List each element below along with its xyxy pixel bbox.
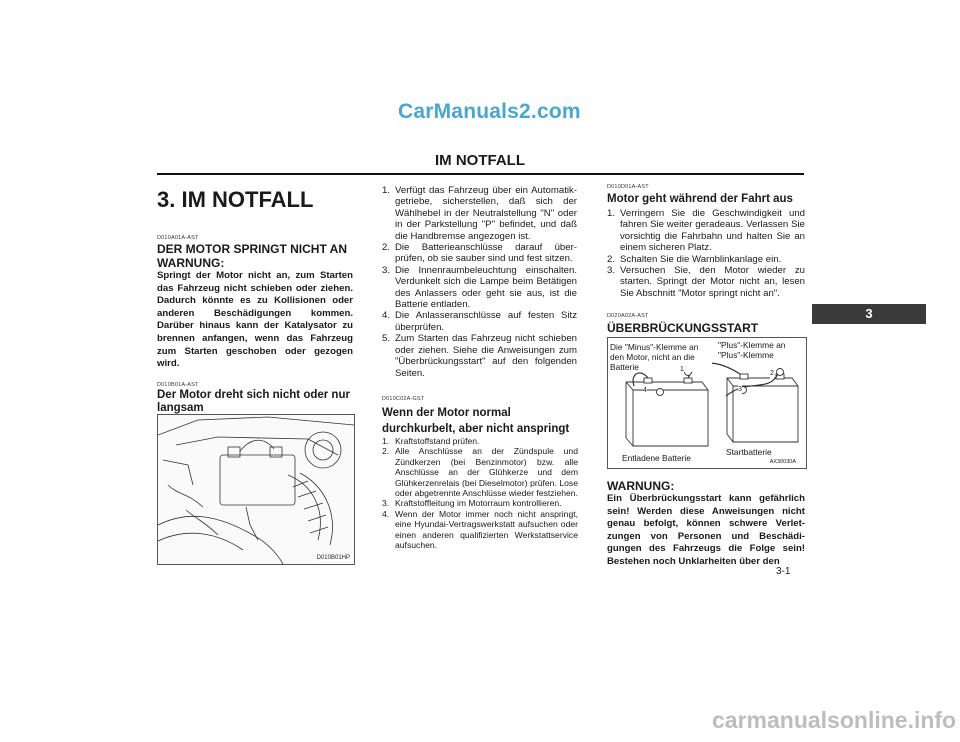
engine-bay-drawing xyxy=(158,415,354,564)
plus-terminal-label: "Plus"-Klemme an "Plus"-Klemme xyxy=(718,340,804,360)
warning-label: WARNUNG: xyxy=(157,256,225,270)
section-code: D010A01A-AST xyxy=(157,235,199,241)
list-item xyxy=(382,185,577,242)
page-header-title: IM NOTFALL xyxy=(435,152,525,169)
list-item-number: 3. xyxy=(382,264,391,276)
list-item-number: 3. xyxy=(607,265,616,277)
jump-start-diagram xyxy=(607,337,807,469)
list-item xyxy=(607,208,805,254)
list-item-text: Alle Anschlüsse an der Zündspule und Zündkerzen (bei Benzinmotor) bzw. alle Anschlüsse an der Glühkerze und dem Glühkerzenrelais (bei Dieselmotor) prüfen. Lose oder abgetrennte Anschlüsse wieder festziehen. xyxy=(395,446,578,499)
jump-start-warning xyxy=(607,479,805,569)
list-item-text: Versuchen Sie, den Motor wieder zu starten. Springt der Motor nicht an, lesen Sie Abschnitt "Motor springt nicht an". xyxy=(620,265,805,299)
list-item xyxy=(607,265,805,299)
list-item-number: 3. xyxy=(382,498,390,509)
list-item-text: Die Anlasseranschlüsse auf festen Sitz überprüfen. xyxy=(395,310,577,333)
list-item xyxy=(382,310,577,333)
stall-while-driving-list xyxy=(607,208,805,299)
list-item xyxy=(382,265,577,311)
section-heading: Motor geht während der Fahrt aus xyxy=(607,193,793,205)
list-item-number: 1. xyxy=(382,436,390,446)
watermark-bottom[interactable]: carmanualsonline.info xyxy=(712,707,957,733)
warning-label: WARNUNG: xyxy=(607,479,675,493)
steps-list xyxy=(382,436,578,550)
section-heading: ÜBERBRÜCKUNGSSTART xyxy=(607,321,759,335)
list-item xyxy=(382,436,578,446)
diagram-code: AX30030A xyxy=(769,459,796,465)
crank-no-start-list xyxy=(382,436,578,550)
list-item-number: 5. xyxy=(382,333,391,345)
list-item xyxy=(382,498,578,508)
list-item-number: 4. xyxy=(382,310,391,322)
list-item xyxy=(382,446,578,498)
discharged-battery-label: Entladene Batterie xyxy=(622,453,691,463)
callout-2: 2 xyxy=(770,370,774,377)
section-heading: Wenn der Motor normal durchkurbelt, aber nicht anspringt xyxy=(382,407,570,435)
list-item-text: Verfügt das Fahrzeug über ein Automatik-getriebe, sicherstellen, daß sich der Wählhebel in der Neutralstellung "N" oder in der Parkstellung "P" befindet, und daß die Handbremse angezogen ist. xyxy=(395,185,577,242)
photo-label: D010B01HP xyxy=(316,555,350,561)
list-item-number: 2. xyxy=(607,253,616,265)
section-engine-no-start xyxy=(157,242,353,371)
list-item-text: Wenn der Motor immer noch nicht anspringt, eine Hyundai-Vertragswerkstatt aufsuchen oder einen anderen qualifizierten Werkstattservice aufsuchen. xyxy=(395,508,578,551)
minus-terminal-label: Die "Minus"-Klemme an den Motor, nicht an die Batterie xyxy=(610,342,712,372)
list-item-number: 1. xyxy=(607,208,616,219)
section-code: D020A02A-AST xyxy=(607,313,649,319)
check-list xyxy=(382,185,577,379)
steps-list xyxy=(382,185,577,379)
list-item-number: 2. xyxy=(382,242,391,254)
list-item xyxy=(607,254,805,265)
list-item-number: 4. xyxy=(382,508,390,519)
section-heading: Der Motor dreht sich nicht oder nur langsam xyxy=(157,389,350,414)
list-item xyxy=(382,333,577,379)
list-item-text: Schalten Sie die Warnblinkanlage ein. xyxy=(620,253,782,265)
list-item-text: Verringern Sie die Geschwindigkeit und fahren Sie weiter geradeaus. Verlassen Sie vorsichtig die Fahrbahn und halten Sie an einem sicheren Platz. xyxy=(620,208,805,254)
list-item-number: 2. xyxy=(382,446,390,457)
callout-3: 3 xyxy=(738,386,742,393)
chapter-title: 3. IM NOTFALL xyxy=(157,187,314,212)
section-heading: DER MOTOR SPRINGT NICHT AN xyxy=(157,242,348,256)
booster-battery-label: Startbatterie xyxy=(726,447,772,457)
section-code: D010B01A-AST xyxy=(157,382,199,388)
list-item-number: 1. xyxy=(382,185,391,196)
engine-bay-photo xyxy=(157,414,355,565)
warning-text: Springt der Motor nicht an, zum Starten das Fahrzeug nicht schieben oder ziehen. Dadurch könnte es zu Kollisionen oder anderen Beschädigungen kommen. Darüber hinaus kann der Katalysator zu brennen anfangen, wenn das Fahrzeug zum Starten geschoben oder gezogen wird. xyxy=(157,270,353,370)
list-item-text: Die Batterieanschlüsse darauf über-prüfen, ob sie sauber sind und fest sitzen. xyxy=(395,242,577,265)
callout-1: 1 xyxy=(680,366,684,373)
list-item-text: Kraftstoffstand prüfen. xyxy=(395,436,480,446)
section-code: D010C02A-GST xyxy=(382,396,425,402)
page-number: 3-1 xyxy=(776,566,791,577)
watermark-top[interactable]: CarManuals2.com xyxy=(398,100,581,123)
warning-text: Ein Überbrückungsstart kann gefährlich sein! Werden diese Anweisungen nicht genau befolgt, können schwere Verlet-zungen von Personen und Beschädi-gungen des Fahrzeugs die Folge sein! Bestehen noch Unklarheiten über den xyxy=(607,493,805,567)
list-item-text: Zum Starten das Fahrzeug nicht schieben oder ziehen. Siehe die Anweisungen zum "Überbrückungsstart" auf den folgenden Seiten. xyxy=(395,333,577,379)
section-code: D010D01A-AST xyxy=(607,184,649,190)
header-rule xyxy=(157,173,804,175)
callout-4: 4 xyxy=(643,387,647,394)
steps-list xyxy=(607,208,805,299)
list-item-text: Die Innenraumbeleuchtung einschalten. Verdunkelt sich die Lampe beim Betätigen des Anlassers oder geht sie aus, ist die Batterie entladen. xyxy=(395,264,577,311)
list-item-text: Kraftstoffleitung im Motorraum kontrollieren. xyxy=(395,498,562,509)
list-item xyxy=(382,509,578,551)
chapter-tab: 3 xyxy=(812,304,926,324)
list-item xyxy=(382,242,577,265)
